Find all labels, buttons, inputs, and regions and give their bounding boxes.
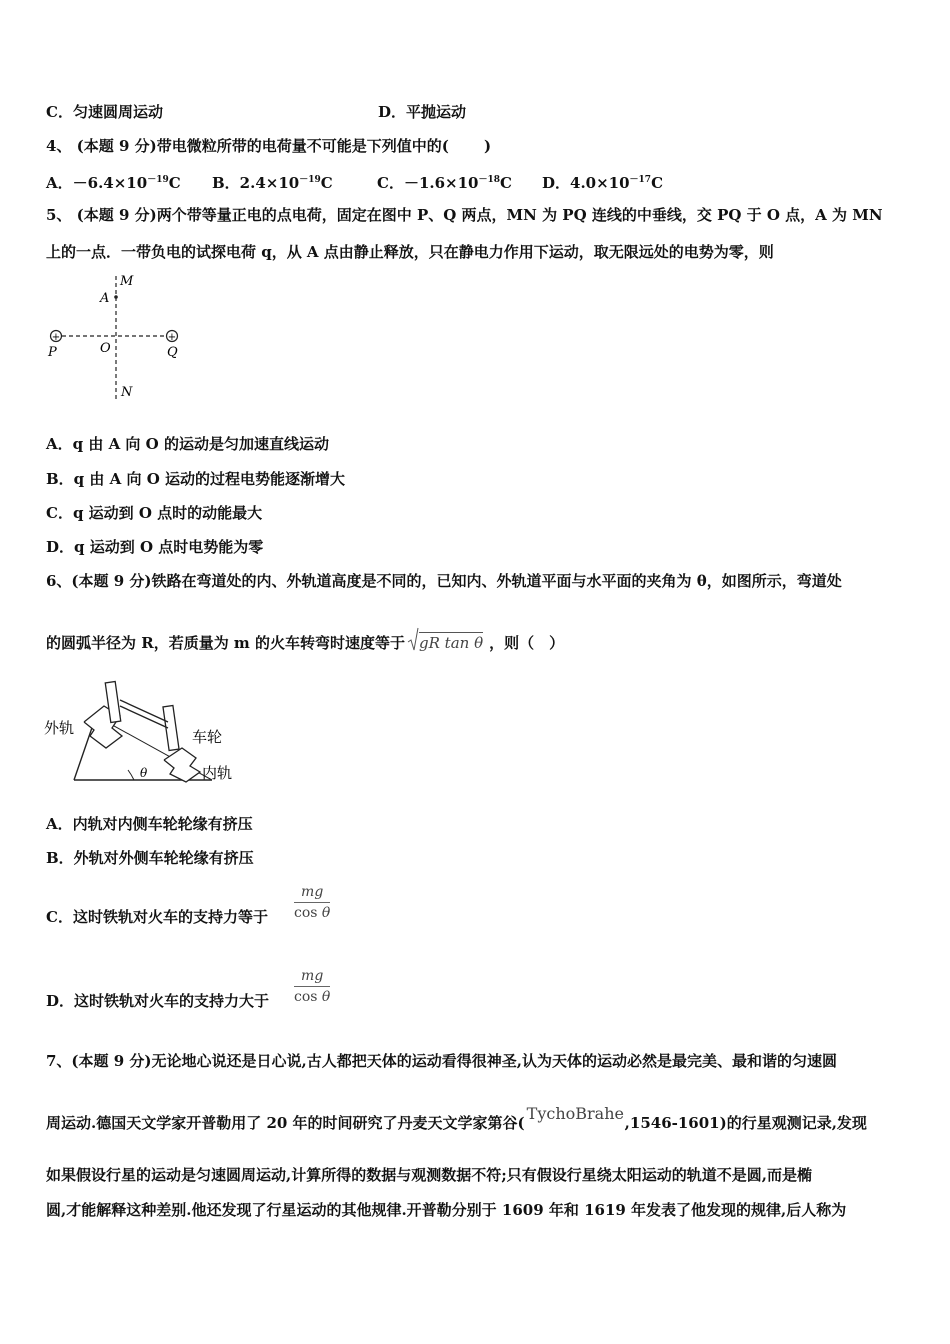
- q3-option-c: C．匀速圆周运动: [46, 103, 163, 121]
- sqrt-expression: gR tan θ: [407, 633, 487, 653]
- label-inner-rail: 内轨: [202, 764, 233, 782]
- charge-p-sign: +: [51, 332, 61, 343]
- q6-stem-line2: 的圆弧半径为 R，若质量为 m 的火车转弯时速度等于 gR tan θ ，则（ ）: [46, 633, 564, 653]
- q7-line4: 圆,才能解释这种差别.他还发现了行星运动的其他规律.开普勒分别于 1609 年和 1619 年发表了他发现的规律,后人称为: [46, 1201, 847, 1219]
- q5-option-b: B．q 由 A 向 O 运动的过程电势能逐渐增大: [46, 470, 345, 488]
- label-q: Q: [167, 345, 178, 360]
- q4-option-c: C．$-1.6\times 10^{-18}C$: [377, 174, 512, 192]
- q4-stem: 4、 (本题 9 分)带电微粒所带的电荷量不可能是下列值中的( ): [46, 137, 492, 155]
- q7-line1: 7、(本题 9 分)无论地心说还是日心说,古人都把天体的运动看得很神圣,认为天体的运动必然是最完美、最和谐的匀速圆: [46, 1052, 837, 1070]
- q6-option-d: D．这时铁轨对火车的支持力大于: [46, 992, 270, 1010]
- point-a: [114, 295, 118, 299]
- charge-q-sign: +: [167, 332, 177, 343]
- q5-option-c: C．q 运动到 O 点时的动能最大: [46, 504, 263, 522]
- q5-charge-figure: [44, 270, 194, 406]
- label-n: N: [121, 385, 133, 400]
- q6-option-a: A．内轨对内侧车轮轮缘有挤压: [46, 815, 253, 833]
- q5-stem-line2: 上的一点．一带负电的试探电荷 q，从 A 点由静止释放，只在静电力作用下运动，取无限远处的电势为零，则: [46, 243, 774, 261]
- tycho-brahe-name: TychoBrahe: [526, 1104, 624, 1123]
- label-theta: θ: [140, 766, 148, 780]
- q6-stem-line1: 6、(本题 9 分)铁路在弯道处的内、外轨道高度是不同的，已知内、外轨道平面与水平面的夹角为 θ，如图所示，弯道处: [46, 572, 842, 590]
- label-p: P: [48, 345, 57, 360]
- q6-option-d-fraction: mg cos θ: [294, 968, 331, 1005]
- label-wheel: 车轮: [192, 728, 223, 746]
- q7-line3: 如果假设行星的运动是匀速圆周运动,计算所得的数据与观测数据不符;只有假设行星绕太阳运动的轨道不是圆,而是椭: [46, 1166, 812, 1184]
- q6-option-c: C．这时铁轨对火车的支持力等于: [46, 908, 268, 926]
- label-outer-rail: 外轨: [44, 719, 75, 737]
- q5-option-d: D．q 运动到 O 点时电势能为零: [46, 538, 264, 556]
- q7-line2: 周运动.德国天文学家开普勒用了 20 年的时间研究了丹麦天文学家第谷( TychoBrahe ,1546-1601)的行星观测记录,发现: [46, 1104, 867, 1132]
- q4-option-d: D．$4.0\times 10^{-17}C$: [542, 174, 664, 192]
- q6-option-c-fraction: mg cos θ: [294, 884, 331, 921]
- label-m: M: [120, 274, 134, 289]
- q4-option-b: B．$2.4\times 10^{-19}C$: [212, 174, 333, 192]
- q6-rail-figure: [44, 678, 244, 790]
- q6-option-b: B．外轨对外侧车轮轮缘有挤压: [46, 849, 254, 867]
- q5-option-a: A．q 由 A 向 O 的运动是匀加速直线运动: [46, 435, 329, 453]
- q4-option-a: A．$-6.4\times 10^{-19}C$: [46, 174, 181, 192]
- q3-option-d: D．平抛运动: [378, 103, 467, 121]
- q5-stem-line1: 5、 (本题 9 分)两个带等量正电的点电荷，固定在图中 P、Q 两点，MN 为 PQ 连线的中垂线，交 PQ 于 O 点，A 为 MN: [46, 206, 883, 224]
- label-a: A: [100, 291, 110, 306]
- label-o: O: [100, 341, 111, 356]
